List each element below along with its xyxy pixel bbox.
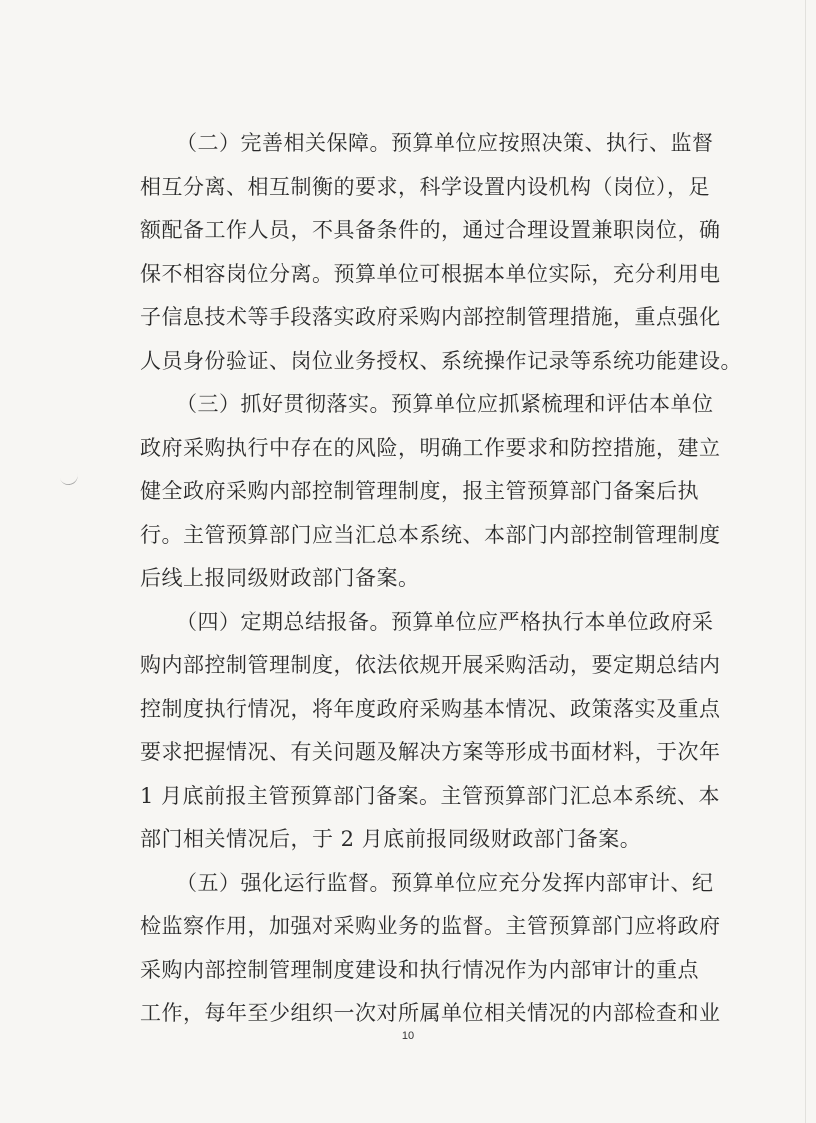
page-edge (805, 0, 806, 1123)
text-line: 购内部控制管理制度，依法依规开展采购活动，要定期总结内 (140, 653, 721, 677)
text-line: 保不相容岗位分离。预算单位可根据本单位实际，充分利用电 (140, 261, 721, 286)
text-line: 政府采购执行中存在的风险，明确工作要求和防控措施，建立 (140, 435, 721, 460)
paragraph-2-heading-line: （二）完善相关保障。预算单位应按照决策、执行、监督 (176, 131, 714, 155)
text-line: 1 月底前报主管预算部门备案。主管预算部门汇总本系统、本 (140, 783, 721, 808)
text-line: 人员身份验证、岗位业务授权、系统操作记录等系统功能建设。 (140, 348, 742, 373)
paragraph-3-heading-line: （三）抓好贯彻落实。预算单位应抓紧梳理和评估本单位 (176, 392, 714, 416)
text-line: 工作，每年至少组织一次对所属单位相关情况的内部检查和业 (140, 1001, 721, 1025)
text-line: 后线上报同级财政部门备案。 (140, 566, 420, 590)
text-line: 相互分离、相互制衡的要求，科学设置内设机构（岗位），足 (140, 174, 710, 199)
text-line: 检监察作用，加强对采购业务的监督。主管预算部门应将政府 (140, 914, 721, 938)
text-line: 控制度执行情况，将年度政府采购基本情况、政策落实及重点 (140, 696, 721, 721)
text-line: 采购内部控制管理制度建设和执行情况作为内部审计的重点 (140, 957, 699, 982)
paragraph-4-heading-line: （四）定期总结报备。预算单位应严格执行本单位政府采 (176, 609, 714, 634)
body-text (140, 122, 742, 1036)
text-line: 部门相关情况后，于 2 月底前报同级财政部门备案。 (140, 827, 642, 851)
text-line: 行。主管预算部门应当汇总本系统、本部门内部控制管理制度 (140, 522, 721, 547)
text-line: 健全政府采购内部控制管理制度，报主管预算部门备案后执 (140, 479, 699, 503)
page-number: 10 (401, 1030, 415, 1042)
text-line: 子信息技术等手段落实政府采购内部控制管理措施，重点强化 (140, 305, 721, 329)
text-line: 额配备工作人员，不具备条件的，通过合理设置兼职岗位，确 (140, 218, 721, 242)
paragraph-5-heading-line: （五）强化运行监督。预算单位应充分发挥内部审计、纪 (176, 870, 714, 895)
scan-mark (58, 468, 79, 487)
text-line: 要求把握情况、有关问题及解决方案等形成书面材料，于次年 (140, 740, 721, 764)
